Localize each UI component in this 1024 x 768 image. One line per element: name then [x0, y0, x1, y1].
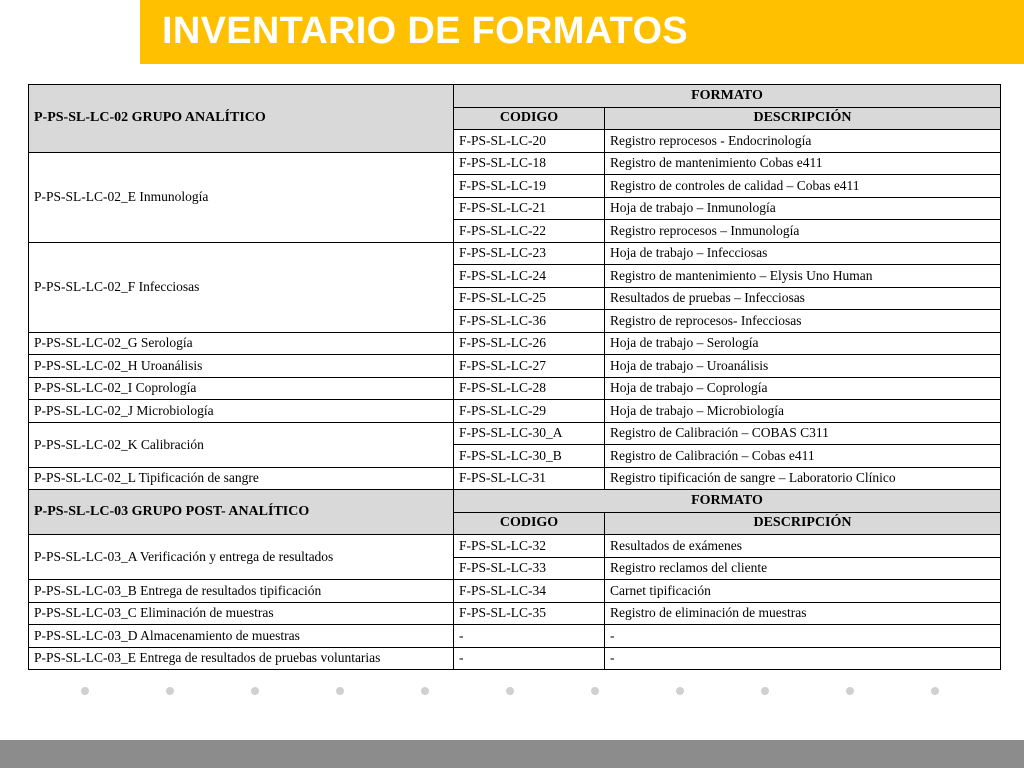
table-row [29, 422, 1001, 445]
format-description: - [605, 647, 1001, 670]
format-header: FORMATO [454, 490, 1001, 513]
format-code: F-PS-SL-LC-26 [454, 332, 605, 355]
code-header: CODIGO [454, 512, 605, 535]
page-title: INVENTARIO DE FORMATOS [162, 10, 688, 52]
format-code: F-PS-SL-LC-34 [454, 580, 605, 603]
title-bar [140, 0, 1024, 64]
format-code: F-PS-SL-LC-25 [454, 287, 605, 310]
format-code: F-PS-SL-LC-32 [454, 535, 605, 558]
process-name: P-PS-SL-LC-02_F Infecciosas [29, 242, 454, 332]
format-header: FORMATO [454, 85, 1001, 108]
format-code: F-PS-SL-LC-27 [454, 355, 605, 378]
inventory-table [28, 84, 1001, 670]
dot [676, 687, 684, 695]
format-code: F-PS-SL-LC-28 [454, 377, 605, 400]
format-description: Hoja de trabajo – Inmunología [605, 197, 1001, 220]
section-header-row [29, 85, 1001, 108]
process-name: P-PS-SL-LC-02_G Serología [29, 332, 454, 355]
format-description: Registro de Calibración – COBAS C311 [605, 422, 1001, 445]
table-row [29, 602, 1001, 625]
format-description: Hoja de trabajo – Infecciosas [605, 242, 1001, 265]
table-row [29, 467, 1001, 490]
table-row [29, 332, 1001, 355]
table-row [29, 377, 1001, 400]
format-code: F-PS-SL-LC-18 [454, 152, 605, 175]
dot [421, 687, 429, 695]
format-code: F-PS-SL-LC-19 [454, 175, 605, 198]
format-description: - [605, 625, 1001, 648]
process-name: P-PS-SL-LC-03_D Almacenamiento de muestras [29, 625, 454, 648]
format-description: Registro reprocesos - Endocrinología [605, 130, 1001, 153]
format-code: - [454, 647, 605, 670]
format-description: Registro de reprocesos- Infecciosas [605, 310, 1001, 333]
format-description: Resultados de exámenes [605, 535, 1001, 558]
process-name: P-PS-SL-LC-02_J Microbiología [29, 400, 454, 423]
format-description: Registro reclamos del cliente [605, 557, 1001, 580]
dot [761, 687, 769, 695]
format-description: Registro de mantenimiento Cobas e411 [605, 152, 1001, 175]
format-code: F-PS-SL-LC-30_A [454, 422, 605, 445]
table-row [29, 152, 1001, 175]
format-description: Registro reprocesos – Inmunología [605, 220, 1001, 243]
format-code: F-PS-SL-LC-21 [454, 197, 605, 220]
section-header-row [29, 490, 1001, 513]
format-description: Registro de controles de calidad – Cobas e411 [605, 175, 1001, 198]
format-description: Registro de Calibración – Cobas e411 [605, 445, 1001, 468]
description-header: DESCRIPCIÓN [605, 107, 1001, 130]
format-description: Hoja de trabajo – Coprología [605, 377, 1001, 400]
dot [846, 687, 854, 695]
dot [506, 687, 514, 695]
code-header: CODIGO [454, 107, 605, 130]
description-header: DESCRIPCIÓN [605, 512, 1001, 535]
table-row [29, 580, 1001, 603]
format-description: Registro de mantenimiento – Elysis Uno Human [605, 265, 1001, 288]
format-code: F-PS-SL-LC-30_B [454, 445, 605, 468]
process-name: P-PS-SL-LC-02_I Coprología [29, 377, 454, 400]
format-description: Hoja de trabajo – Microbiología [605, 400, 1001, 423]
format-description: Registro tipificación de sangre – Laboratorio Clínico [605, 467, 1001, 490]
table-row [29, 625, 1001, 648]
dot [591, 687, 599, 695]
table-row [29, 535, 1001, 558]
format-code: - [454, 625, 605, 648]
format-description: Registro de eliminación de muestras [605, 602, 1001, 625]
process-name: P-PS-SL-LC-02_K Calibración [29, 422, 454, 467]
dot [166, 687, 174, 695]
format-code: F-PS-SL-LC-31 [454, 467, 605, 490]
format-code: F-PS-SL-LC-23 [454, 242, 605, 265]
process-name: P-PS-SL-LC-02_E Inmunología [29, 152, 454, 242]
table-row [29, 242, 1001, 265]
format-code: F-PS-SL-LC-24 [454, 265, 605, 288]
format-description: Carnet tipificación [605, 580, 1001, 603]
dot [336, 687, 344, 695]
section-title: P-PS-SL-LC-02 GRUPO ANALÍTICO [29, 85, 454, 153]
dot [251, 687, 259, 695]
table-row [29, 400, 1001, 423]
process-name: P-PS-SL-LC-03_B Entrega de resultados tipificación [29, 580, 454, 603]
format-code: F-PS-SL-LC-22 [454, 220, 605, 243]
section-title: P-PS-SL-LC-03 GRUPO POST- ANALÍTICO [29, 490, 454, 535]
table-row [29, 647, 1001, 670]
process-name: P-PS-SL-LC-02_L Tipificación de sangre [29, 467, 454, 490]
footer-bar [0, 740, 1024, 768]
format-code: F-PS-SL-LC-20 [454, 130, 605, 153]
process-name: P-PS-SL-LC-03_E Entrega de resultados de pruebas voluntarias [29, 647, 454, 670]
format-code: F-PS-SL-LC-29 [454, 400, 605, 423]
format-code: F-PS-SL-LC-36 [454, 310, 605, 333]
process-name: P-PS-SL-LC-03_C Eliminación de muestras [29, 602, 454, 625]
format-description: Hoja de trabajo – Uroanálisis [605, 355, 1001, 378]
dot [81, 687, 89, 695]
format-code: F-PS-SL-LC-35 [454, 602, 605, 625]
process-name: P-PS-SL-LC-02_H Uroanálisis [29, 355, 454, 378]
process-name: P-PS-SL-LC-03_A Verificación y entrega de resultados [29, 535, 454, 580]
table-row [29, 355, 1001, 378]
format-description: Hoja de trabajo – Serología [605, 332, 1001, 355]
dot [931, 687, 939, 695]
slide-dots [0, 687, 1024, 699]
format-description: Resultados de pruebas – Infecciosas [605, 287, 1001, 310]
format-code: F-PS-SL-LC-33 [454, 557, 605, 580]
